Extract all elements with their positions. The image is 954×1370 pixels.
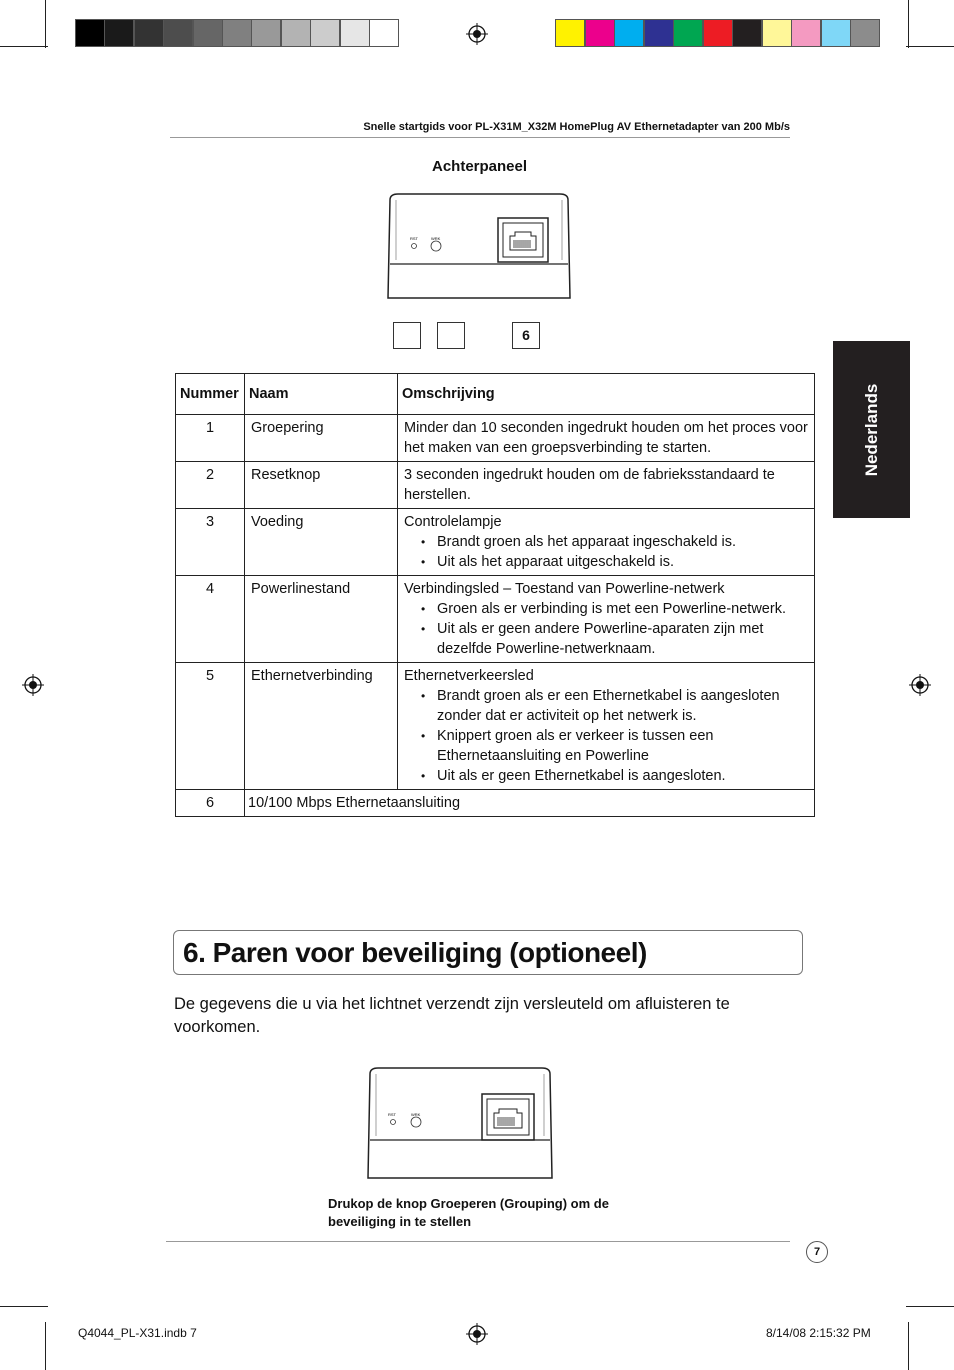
callout-box: [393, 322, 421, 349]
col-header-name: Naam: [245, 374, 398, 415]
section-paragraph: De gegevens die u via het lichtnet verzendt zijn versleuteld om afluisteren te voorkomen.: [174, 995, 730, 1036]
running-header: Snelle startgids voor PL-X31M_X32M HomePlug AV Ethernetadapter van 200 Mb/s: [363, 121, 790, 133]
row-name: 10/100 Mbps Ethernetaansluiting: [245, 790, 815, 817]
description-text: Minder dan 10 seconden ingedrukt houden om het proces voor het maken van een groepsverbinding te starten.: [404, 420, 808, 456]
row-number: 6: [176, 790, 245, 817]
adapter-back-panel-illustration: [384, 190, 574, 302]
wrk-label: WRK: [431, 236, 441, 241]
color-swatch: [732, 19, 762, 47]
registration-mark-icon: [909, 674, 931, 696]
footer-timestamp: 8/14/08 2:15:32 PM: [766, 1326, 871, 1340]
gray-swatch: [75, 19, 105, 47]
crop-mark: [0, 1306, 48, 1307]
gray-swatch: [163, 19, 193, 47]
row-name: Voeding: [245, 509, 398, 576]
row-description: [398, 663, 815, 790]
row-number: 3: [176, 509, 245, 576]
gray-swatch: [104, 19, 134, 47]
row-name: Ethernetverbinding: [245, 663, 398, 790]
row-number: 1: [176, 415, 245, 462]
figure-title: Achterpaneel: [432, 158, 528, 175]
table-row: [176, 576, 815, 663]
bullet-item: • Uit als er geen andere Powerline-aparaten zijn met dezelfde Powerline-netwerknaam.: [437, 619, 808, 659]
bullet-item: • Uit als er geen Ethernetkabel is aangesloten.: [437, 766, 808, 786]
language-tab: [833, 341, 910, 518]
bullet-item: • Brandt groen als er een Ethernetkabel is aangesloten zonder dat er activiteit op het netwerk is.: [437, 686, 808, 726]
gray-swatch: [193, 19, 223, 47]
crop-mark: [0, 46, 48, 47]
gray-swatch: [369, 19, 399, 47]
rst-label: RST: [410, 236, 418, 241]
description-text: Controlelampje: [404, 514, 502, 530]
component-table: [175, 373, 815, 817]
table-row: [176, 462, 815, 509]
registration-mark-icon: [22, 674, 44, 696]
row-description: [398, 576, 815, 663]
description-bullets: [404, 532, 808, 572]
color-swatch: [791, 19, 821, 47]
wrk-label: WRK: [411, 1112, 421, 1117]
row-description: [398, 415, 815, 462]
row-name: Groepering: [245, 415, 398, 462]
registration-mark-icon: [466, 1323, 488, 1345]
bullet-item: • Brandt groen als het apparaat ingeschakeld is.: [437, 532, 808, 552]
table-row: [176, 790, 815, 817]
row-number: 2: [176, 462, 245, 509]
table-row: [176, 663, 815, 790]
crop-mark: [45, 1322, 46, 1370]
crop-mark: [908, 1322, 909, 1370]
crop-mark: [906, 1306, 954, 1307]
row-name: Resetknop: [245, 462, 398, 509]
color-swatch: [644, 19, 674, 47]
row-description: [398, 509, 815, 576]
crop-mark: [45, 0, 46, 48]
crop-mark: [906, 46, 954, 47]
gray-swatch: [251, 19, 281, 47]
color-swatch: [850, 19, 880, 47]
color-swatch: [673, 19, 703, 47]
color-swatch: [614, 19, 644, 47]
registration-mark-icon: [466, 23, 488, 45]
col-header-number: Nummer: [176, 374, 245, 415]
row-name: Powerlinestand: [245, 576, 398, 663]
row-description: [398, 462, 815, 509]
table-row: [176, 415, 815, 462]
row-number: 5: [176, 663, 245, 790]
bullet-item: • Groen als er verbinding is met een Powerline-netwerk.: [437, 599, 808, 619]
table-row: [176, 509, 815, 576]
gray-swatch: [222, 19, 252, 47]
footer-rule: [166, 1241, 790, 1242]
bullet-item: • Uit als het apparaat uitgeschakeld is.: [437, 552, 808, 572]
color-swatch: [703, 19, 733, 47]
gray-swatch: [281, 19, 311, 47]
table-header-row: [176, 374, 815, 415]
description-text: Ethernetverkeersled: [404, 668, 534, 684]
color-swatch: [762, 19, 792, 47]
section-title: 6. Paren voor beveiliging (optioneel): [183, 937, 647, 968]
description-text: Verbindingsled – Toestand van Powerline-netwerk: [404, 581, 725, 597]
callout-box-6: 6: [512, 322, 540, 349]
section-heading-box: [173, 930, 803, 975]
page-number: 7: [806, 1241, 828, 1263]
gray-swatch: [310, 19, 340, 47]
description-text: 3 seconden ingedrukt houden om de fabrieksstandaard te herstellen.: [404, 467, 775, 503]
gray-swatch: [340, 19, 370, 47]
gray-swatch: [134, 19, 164, 47]
footer-filename: Q4044_PL-X31.indb 7: [78, 1326, 197, 1340]
description-bullets: [404, 686, 808, 786]
header-rule: [170, 137, 790, 138]
crop-mark: [908, 0, 909, 48]
adapter-illustration: [362, 1064, 558, 1182]
figure-caption: Drukop de knop Groeperen (Grouping) om de beveiliging in te stellen: [328, 1196, 609, 1229]
language-tab-label: Nederlands: [861, 383, 881, 476]
description-bullets: [404, 599, 808, 659]
callout-box: [437, 322, 465, 349]
bullet-item: • Knippert groen als er verkeer is tussen een Ethernetaansluiting en Powerline: [437, 726, 808, 766]
row-number: 4: [176, 576, 245, 663]
color-swatch: [821, 19, 851, 47]
rst-label: RST: [388, 1112, 396, 1117]
color-swatch: [555, 19, 585, 47]
col-header-description: Omschrijving: [398, 374, 815, 415]
color-swatch: [585, 19, 615, 47]
